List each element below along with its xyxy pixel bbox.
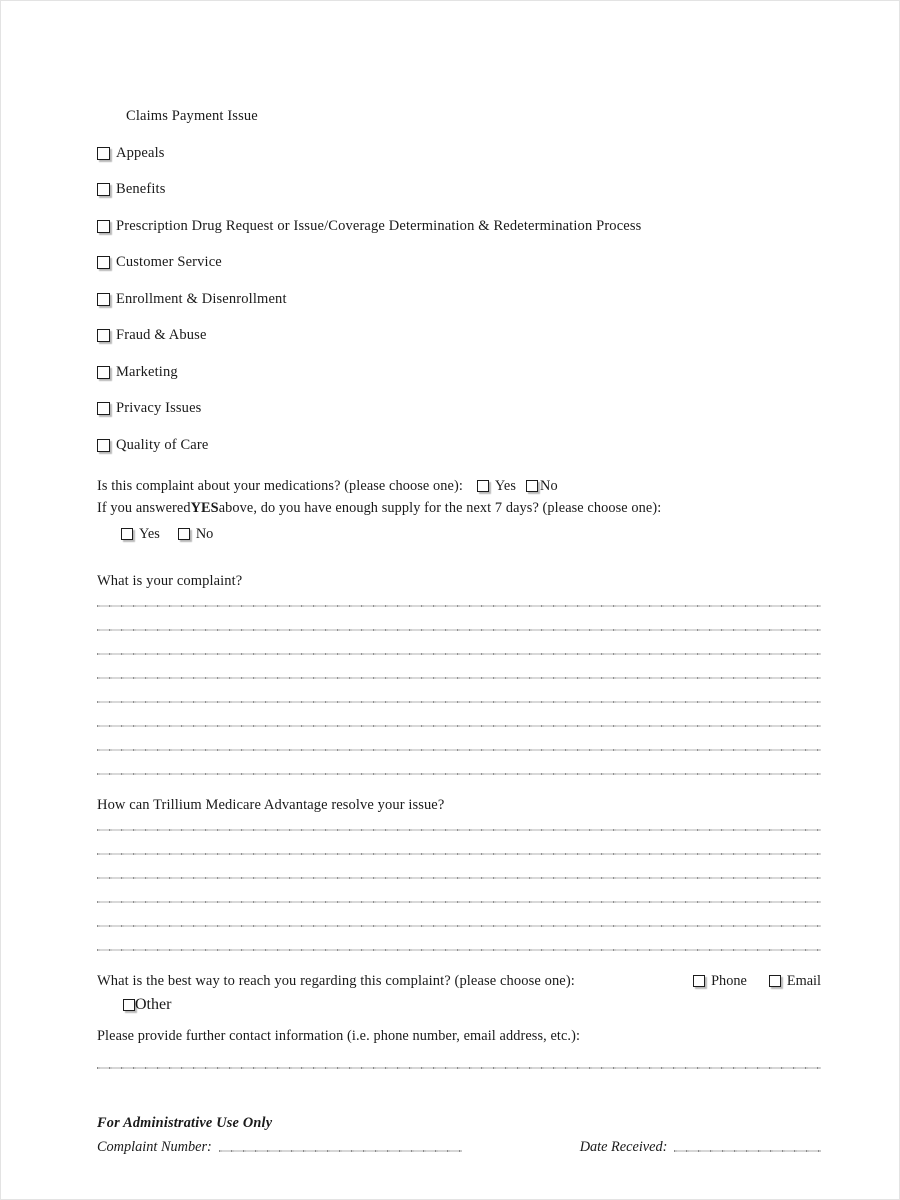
contact-info-writing-line[interactable] xyxy=(97,1067,821,1069)
administrative-section-title: For Administrative Use Only xyxy=(97,1114,273,1131)
writing-line[interactable] xyxy=(97,949,821,952)
checkbox-label-privacy-issues: Privacy Issues xyxy=(116,400,202,417)
complaint-number-label: Complaint Number: xyxy=(97,1138,212,1155)
contact-email-label: Email xyxy=(786,972,821,989)
writing-line[interactable] xyxy=(97,605,821,608)
complaint-question-block xyxy=(97,573,821,776)
checkbox-icon-supply-no[interactable] xyxy=(178,528,190,540)
medication-no-option[interactable] xyxy=(526,476,558,496)
checkbox-icon-customer-service[interactable] xyxy=(97,256,110,269)
medication-question-block xyxy=(97,476,821,543)
resolve-question-block xyxy=(97,797,821,952)
contact-other-option[interactable] xyxy=(97,996,821,1014)
checkbox-label-appeals: Appeals xyxy=(116,144,165,161)
checkbox-icon-medication-yes[interactable] xyxy=(477,480,489,492)
checkbox-row-appeals[interactable] xyxy=(97,145,821,162)
date-received-input[interactable] xyxy=(674,1150,821,1152)
checkbox-row-marketing[interactable] xyxy=(97,364,821,381)
checkbox-icon-marketing[interactable] xyxy=(97,366,110,379)
checkbox-label-customer-service: Customer Service xyxy=(116,254,222,271)
checkbox-row-prescription-drug[interactable] xyxy=(97,218,821,235)
medication-no-label: No xyxy=(540,477,558,494)
checkbox-icon-contact-other[interactable] xyxy=(123,999,135,1011)
supply-options-row xyxy=(97,526,821,543)
contact-phone-option[interactable] xyxy=(693,973,747,990)
writing-line[interactable] xyxy=(97,877,821,880)
checkbox-icon-privacy-issues[interactable] xyxy=(97,402,110,415)
contact-question-block xyxy=(97,973,821,1069)
checkbox-icon-benefits[interactable] xyxy=(97,183,110,196)
supply-yes-label: Yes xyxy=(139,525,160,542)
checkbox-label-prescription-drug: Prescription Drug Request or Issue/Coverage Determination & Redetermination Process xyxy=(116,217,642,234)
writing-line[interactable] xyxy=(97,773,821,776)
writing-line[interactable] xyxy=(97,829,821,832)
writing-line[interactable] xyxy=(97,725,821,728)
complaint-answer-lines[interactable] xyxy=(97,605,821,776)
contact-question-text: What is the best way to reach you regarding this complaint? (please choose one): xyxy=(97,972,575,989)
complaint-number-input[interactable] xyxy=(219,1150,462,1152)
checkbox-icon-medication-no[interactable] xyxy=(526,480,538,492)
checkbox-icon-contact-email[interactable] xyxy=(769,975,781,987)
supply-yes-option[interactable] xyxy=(121,526,160,543)
form-content xyxy=(97,109,821,1156)
writing-line[interactable] xyxy=(97,629,821,632)
resolve-answer-lines[interactable] xyxy=(97,829,821,952)
supply-no-label: No xyxy=(195,525,214,542)
checkbox-row-quality-of-care[interactable] xyxy=(97,437,821,454)
checkbox-row-privacy-issues[interactable] xyxy=(97,400,821,417)
checkbox-icon-appeals[interactable] xyxy=(97,147,110,160)
checkbox-label-marketing: Marketing xyxy=(116,363,178,380)
checkbox-icon-quality-of-care[interactable] xyxy=(97,439,110,452)
supply-question-prefix: If you answered xyxy=(97,500,191,517)
checkbox-row-fraud-abuse[interactable] xyxy=(97,327,821,344)
contact-other-label: Other xyxy=(135,995,172,1013)
medication-yes-label: Yes xyxy=(494,477,517,494)
writing-line[interactable] xyxy=(97,925,821,928)
checkbox-icon-prescription-drug[interactable] xyxy=(97,220,110,233)
writing-line[interactable] xyxy=(97,749,821,752)
resolve-question-heading: How can Trillium Medicare Advantage resolve your issue? xyxy=(97,796,445,813)
medication-question-line xyxy=(97,476,821,496)
checkbox-row-customer-service[interactable] xyxy=(97,254,821,271)
contact-email-option[interactable] xyxy=(769,973,821,990)
checkbox-icon-fraud-abuse[interactable] xyxy=(97,329,110,342)
supply-question-line xyxy=(97,498,821,518)
plain-list-item-claims-payment-issue: Claims Payment Issue xyxy=(126,108,258,124)
checkbox-label-fraud-abuse: Fraud & Abuse xyxy=(116,327,207,344)
checkbox-icon-enrollment-disenrollment[interactable] xyxy=(97,293,110,306)
writing-line[interactable] xyxy=(97,701,821,704)
checkbox-icon-supply-yes[interactable] xyxy=(121,528,133,540)
medication-yes-option[interactable] xyxy=(477,476,516,496)
supply-no-option[interactable] xyxy=(178,526,213,543)
writing-line[interactable] xyxy=(97,677,821,680)
medication-question-text: Is this complaint about your medications? (please choose one): xyxy=(97,477,463,494)
contact-question-row xyxy=(97,973,821,990)
administrative-section xyxy=(97,1115,821,1156)
writing-line[interactable] xyxy=(97,653,821,656)
administrative-fields-row xyxy=(97,1139,821,1156)
contact-info-instruction: Please provide further contact information (i.e. phone number, email address, etc.): xyxy=(97,1027,581,1044)
supply-question-emphasis: YES xyxy=(190,500,219,517)
contact-options xyxy=(671,973,821,990)
supply-question-suffix: above, do you have enough supply for the next 7 days? (please choose one): xyxy=(218,500,662,517)
complaint-question-heading: What is your complaint? xyxy=(97,572,243,589)
checkbox-row-enrollment-disenrollment[interactable] xyxy=(97,291,821,308)
date-received-label: Date Received: xyxy=(579,1138,668,1155)
category-checkbox-list xyxy=(97,145,821,454)
contact-phone-label: Phone xyxy=(711,972,747,989)
checkbox-label-enrollment-disenrollment: Enrollment & Disenrollment xyxy=(116,290,287,307)
writing-line[interactable] xyxy=(97,901,821,904)
checkbox-label-benefits: Benefits xyxy=(116,181,166,198)
checkbox-icon-contact-phone[interactable] xyxy=(693,975,705,987)
checkbox-label-quality-of-care: Quality of Care xyxy=(116,436,209,453)
checkbox-row-benefits[interactable] xyxy=(97,181,821,198)
writing-line[interactable] xyxy=(97,853,821,856)
